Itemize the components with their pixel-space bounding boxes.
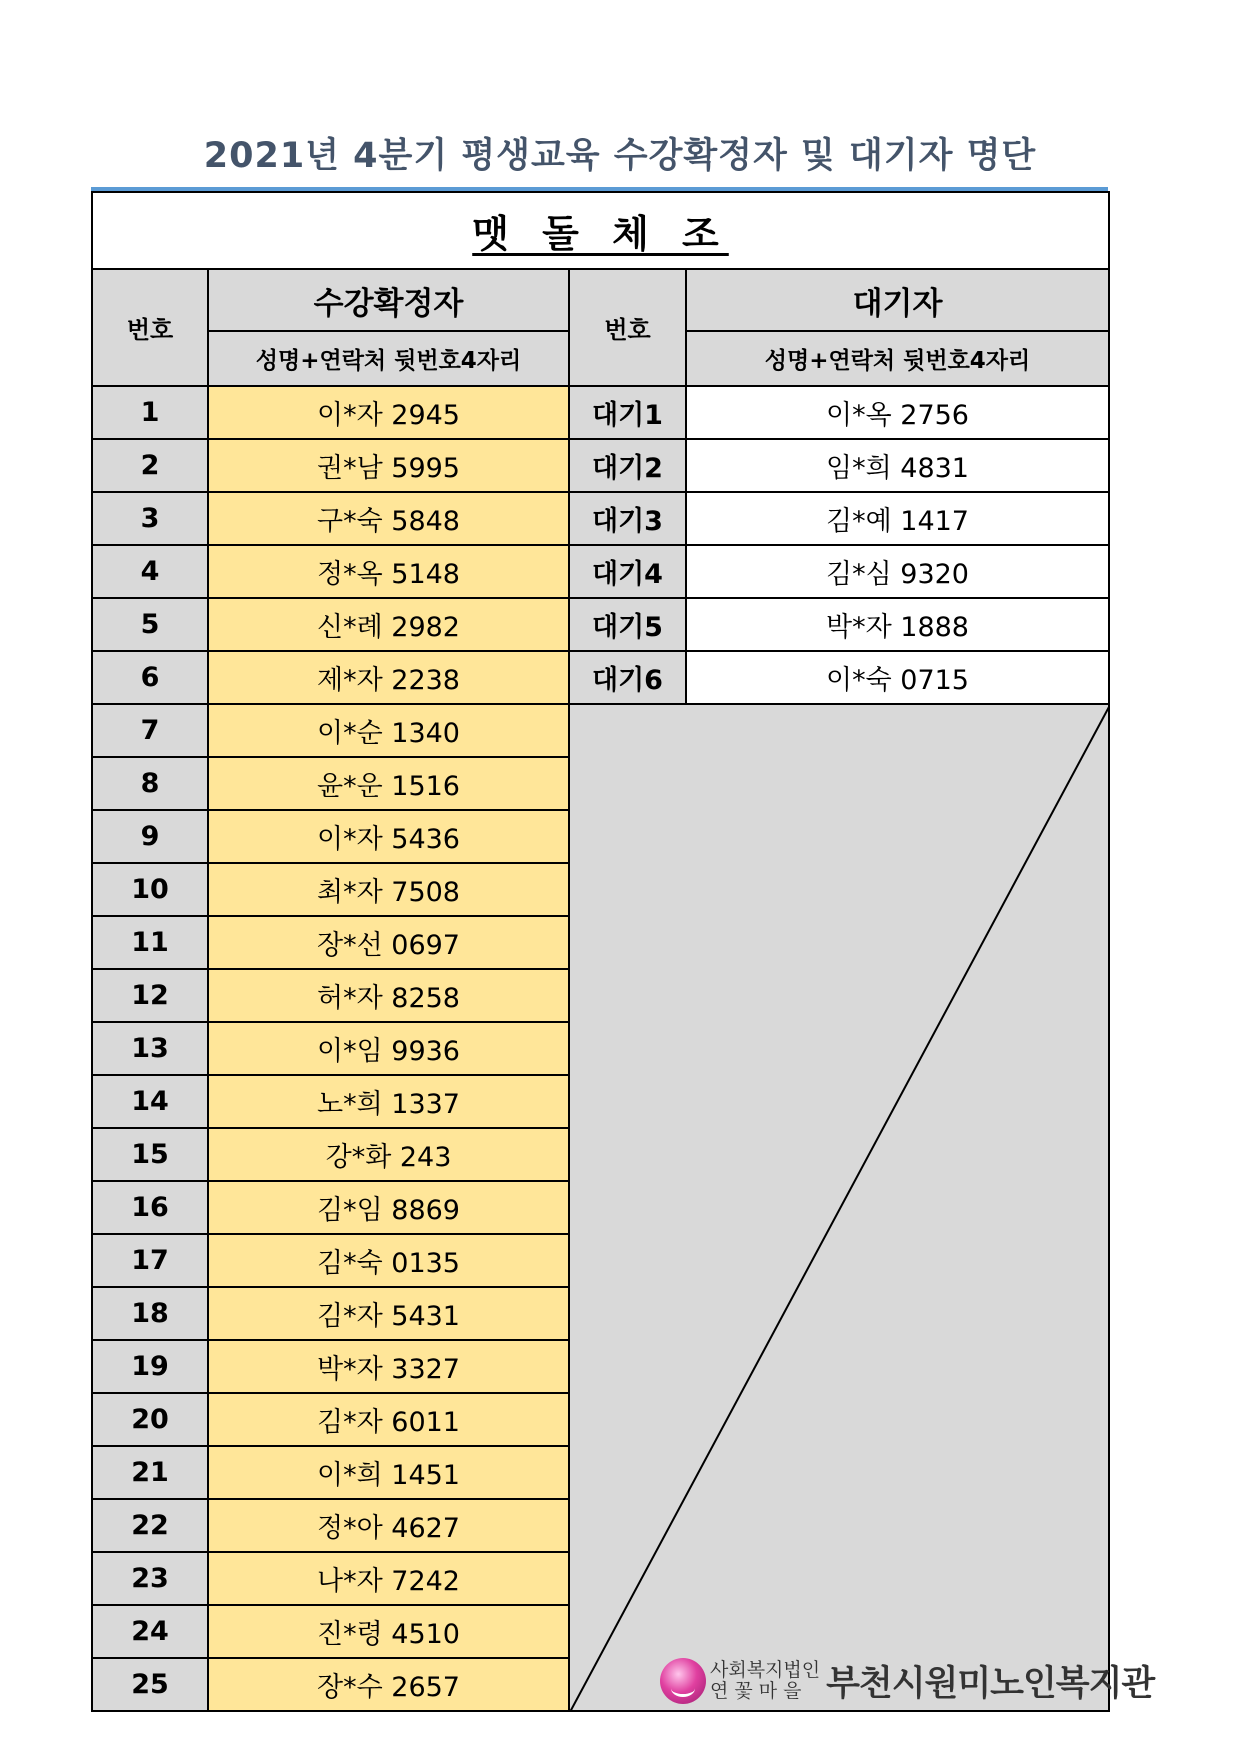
header-waiting: 대기자 — [686, 269, 1109, 331]
confirmed-number: 13 — [92, 1022, 208, 1075]
confirmed-number: 15 — [92, 1128, 208, 1181]
confirmed-name: 권*남 5995 — [208, 439, 569, 492]
confirmed-number: 4 — [92, 545, 208, 598]
confirmed-number: 6 — [92, 651, 208, 704]
confirmed-number: 24 — [92, 1605, 208, 1658]
confirmed-name: 김*자 6011 — [208, 1393, 569, 1446]
confirmed-name: 이*자 2945 — [208, 386, 569, 439]
org-corporation — [710, 1660, 820, 1702]
confirmed-number: 10 — [92, 863, 208, 916]
confirmed-name: 박*자 3327 — [208, 1340, 569, 1393]
confirmed-name: 이*순 1340 — [208, 704, 569, 757]
confirmed-name: 최*자 7508 — [208, 863, 569, 916]
confirmed-name: 김*임 8869 — [208, 1181, 569, 1234]
confirmed-number: 12 — [92, 969, 208, 1022]
confirmed-number: 17 — [92, 1234, 208, 1287]
waiting-name: 이*옥 2756 — [686, 386, 1109, 439]
confirmed-number: 25 — [92, 1658, 208, 1711]
header-confirmed: 수강확정자 — [208, 269, 569, 331]
program-title — [92, 192, 1109, 269]
confirmed-name: 나*자 7242 — [208, 1552, 569, 1605]
table-row — [92, 386, 1109, 439]
waiting-number: 대기6 — [569, 651, 686, 704]
confirmed-name: 제*자 2238 — [208, 651, 569, 704]
empty-waiting-area — [569, 704, 1109, 1711]
table-row — [92, 545, 1109, 598]
roster-table — [91, 191, 1110, 1712]
confirmed-number: 22 — [92, 1499, 208, 1552]
confirmed-number: 14 — [92, 1075, 208, 1128]
waiting-name: 임*희 4831 — [686, 439, 1109, 492]
confirmed-number: 5 — [92, 598, 208, 651]
confirmed-name: 구*숙 5848 — [208, 492, 569, 545]
header-confirmed-sub: 성명+연락처 뒷번호4자리 — [208, 331, 569, 386]
header-number-confirmed: 번호 — [92, 269, 208, 386]
confirmed-name: 이*임 9936 — [208, 1022, 569, 1075]
table-row — [92, 492, 1109, 545]
org-corporation-line2: 연 꽃 마 을 — [710, 1680, 802, 1702]
table-row — [92, 651, 1109, 704]
waiting-name: 김*예 1417 — [686, 492, 1109, 545]
confirmed-name: 이*희 1451 — [208, 1446, 569, 1499]
lotus-emblem-icon — [660, 1658, 706, 1704]
confirmed-name: 노*희 1337 — [208, 1075, 569, 1128]
confirmed-number: 18 — [92, 1287, 208, 1340]
diagonal-strike — [570, 705, 1109, 1711]
waiting-number: 대기1 — [569, 386, 686, 439]
confirmed-number: 8 — [92, 757, 208, 810]
waiting-number: 대기4 — [569, 545, 686, 598]
confirmed-name: 강*화 243 — [208, 1128, 569, 1181]
confirmed-name: 정*아 4627 — [208, 1499, 569, 1552]
waiting-number: 대기3 — [569, 492, 686, 545]
confirmed-name: 김*자 5431 — [208, 1287, 569, 1340]
confirmed-number: 23 — [92, 1552, 208, 1605]
diagonal-line — [570, 705, 1109, 1711]
program-title-text: 맷 돌 체 조 — [472, 212, 729, 256]
confirmed-number: 16 — [92, 1181, 208, 1234]
waiting-name: 김*심 9320 — [686, 545, 1109, 598]
org-name: 부천시원미노인복지관 — [826, 1663, 1155, 1704]
confirmed-number: 9 — [92, 810, 208, 863]
header-number-waiting: 번호 — [569, 269, 686, 386]
waiting-number: 대기2 — [569, 439, 686, 492]
header-waiting-sub: 성명+연락처 뒷번호4자리 — [686, 331, 1109, 386]
confirmed-name: 윤*운 1516 — [208, 757, 569, 810]
confirmed-name: 김*숙 0135 — [208, 1234, 569, 1287]
confirmed-name: 진*령 4510 — [208, 1605, 569, 1658]
confirmed-name: 이*자 5436 — [208, 810, 569, 863]
confirmed-number: 3 — [92, 492, 208, 545]
waiting-name: 박*자 1888 — [686, 598, 1109, 651]
confirmed-name: 신*례 2982 — [208, 598, 569, 651]
org-corporation-line1: 사회복지법인 — [710, 1659, 821, 1681]
table-row — [92, 439, 1109, 492]
confirmed-name: 장*수 2657 — [208, 1658, 569, 1711]
waiting-number: 대기5 — [569, 598, 686, 651]
table-row — [92, 704, 1109, 757]
confirmed-number: 1 — [92, 386, 208, 439]
confirmed-number: 11 — [92, 916, 208, 969]
waiting-name: 이*숙 0715 — [686, 651, 1109, 704]
confirmed-number: 21 — [92, 1446, 208, 1499]
confirmed-number: 7 — [92, 704, 208, 757]
confirmed-number: 20 — [92, 1393, 208, 1446]
page-title: 2021년 4분기 평생교육 수강확정자 및 대기자 명단 — [203, 136, 1037, 176]
confirmed-name: 장*선 0697 — [208, 916, 569, 969]
confirmed-name: 허*자 8258 — [208, 969, 569, 1022]
confirmed-number: 2 — [92, 439, 208, 492]
confirmed-number: 19 — [92, 1340, 208, 1393]
confirmed-name: 정*옥 5148 — [208, 545, 569, 598]
org-logo — [660, 1655, 1154, 1707]
table-row — [92, 598, 1109, 651]
